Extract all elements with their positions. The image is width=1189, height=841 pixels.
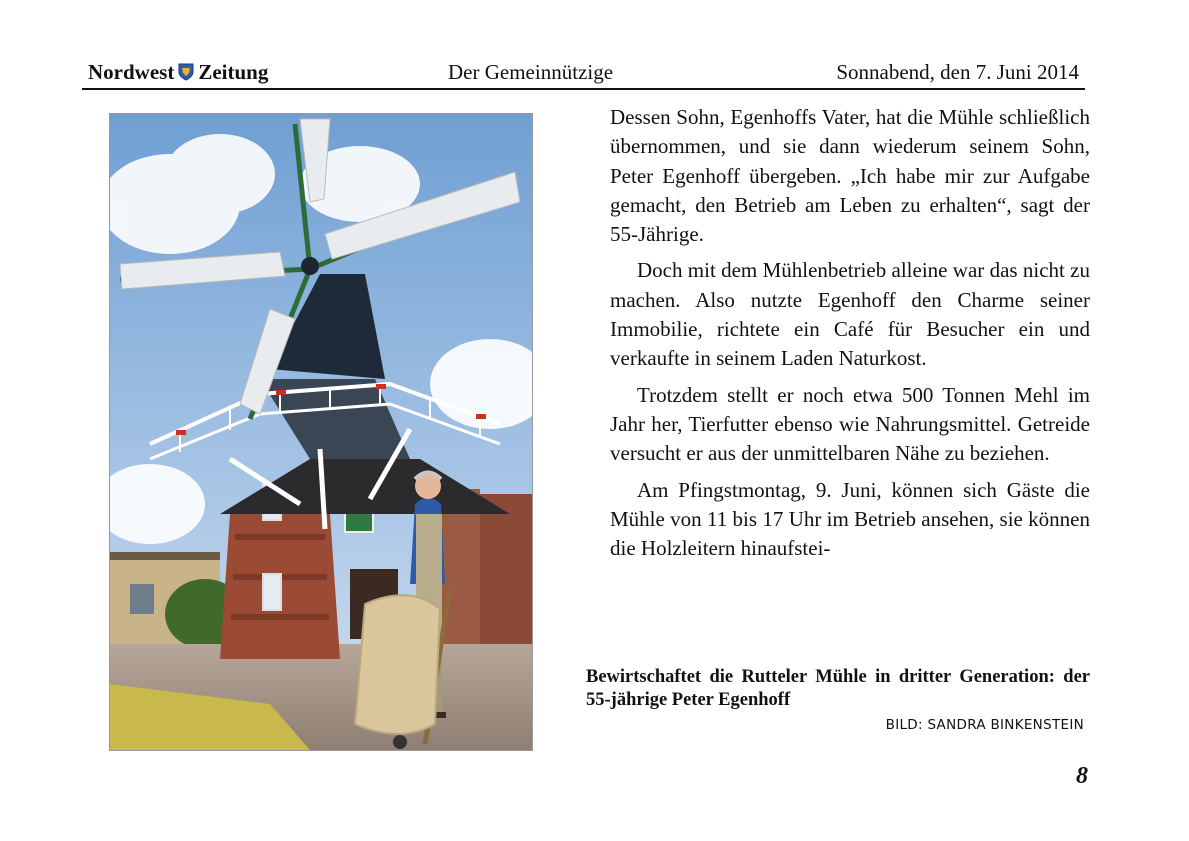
- issue-date: Sonnabend, den 7. Juni 2014: [836, 60, 1079, 84]
- brand-name-left: Nordwest: [88, 60, 175, 84]
- windmill-photo: [109, 113, 533, 751]
- article-paragraph: Trotzdem stellt er noch etwa 500 Tonnen Mehl im Jahr her, Tierfutter ebenso wie Nahrungsmittel. Getreide versucht er aus der unmittelbaren Nähe zu beziehen.: [610, 382, 1090, 466]
- article-paragraph: Dessen Sohn, Egenhoffs Vater, hat die Mühle schließlich übernommen, und sie dann wiederum seinem Sohn, Peter Egenhoff übergeben. „Ich habe mir zur Aufgabe gemacht, den Betrieb am Leben zu erhalten“, sagt der 55-Jährige.: [610, 105, 1090, 247]
- photo-credit: BILD: SANDRA BINKENSTEIN: [885, 717, 1084, 733]
- brand-name-right: Zeitung: [198, 60, 269, 84]
- article-paragraph: Am Pfingstmontag, 9. Juni, können sich Gäste die Mühle von 11 bis 17 Uhr im Betrieb ansehen, sie können die Holzleitern hinaufstei-: [610, 477, 1090, 561]
- page-header: [82, 58, 1085, 90]
- page-number: 8: [1076, 763, 1088, 789]
- article-paragraph: Doch mit dem Mühlenbetrieb alleine war das nicht zu machen. Also nutzte Egenhoff den Charme seiner Immobilie, richtete ein Café für Besucher ein und verkaufte in seinem Laden Naturkost.: [610, 258, 1090, 371]
- coat-of-arms-icon: [178, 62, 194, 80]
- photo-caption: Bewirtschaftet die Rutteler Mühle in dritter Generation: der 55-jährige Peter Egenhoff: [586, 667, 1090, 710]
- article-body: [610, 103, 1090, 570]
- newspaper-brand: [88, 60, 268, 85]
- section-title: Der Gemeinnützige: [448, 60, 614, 84]
